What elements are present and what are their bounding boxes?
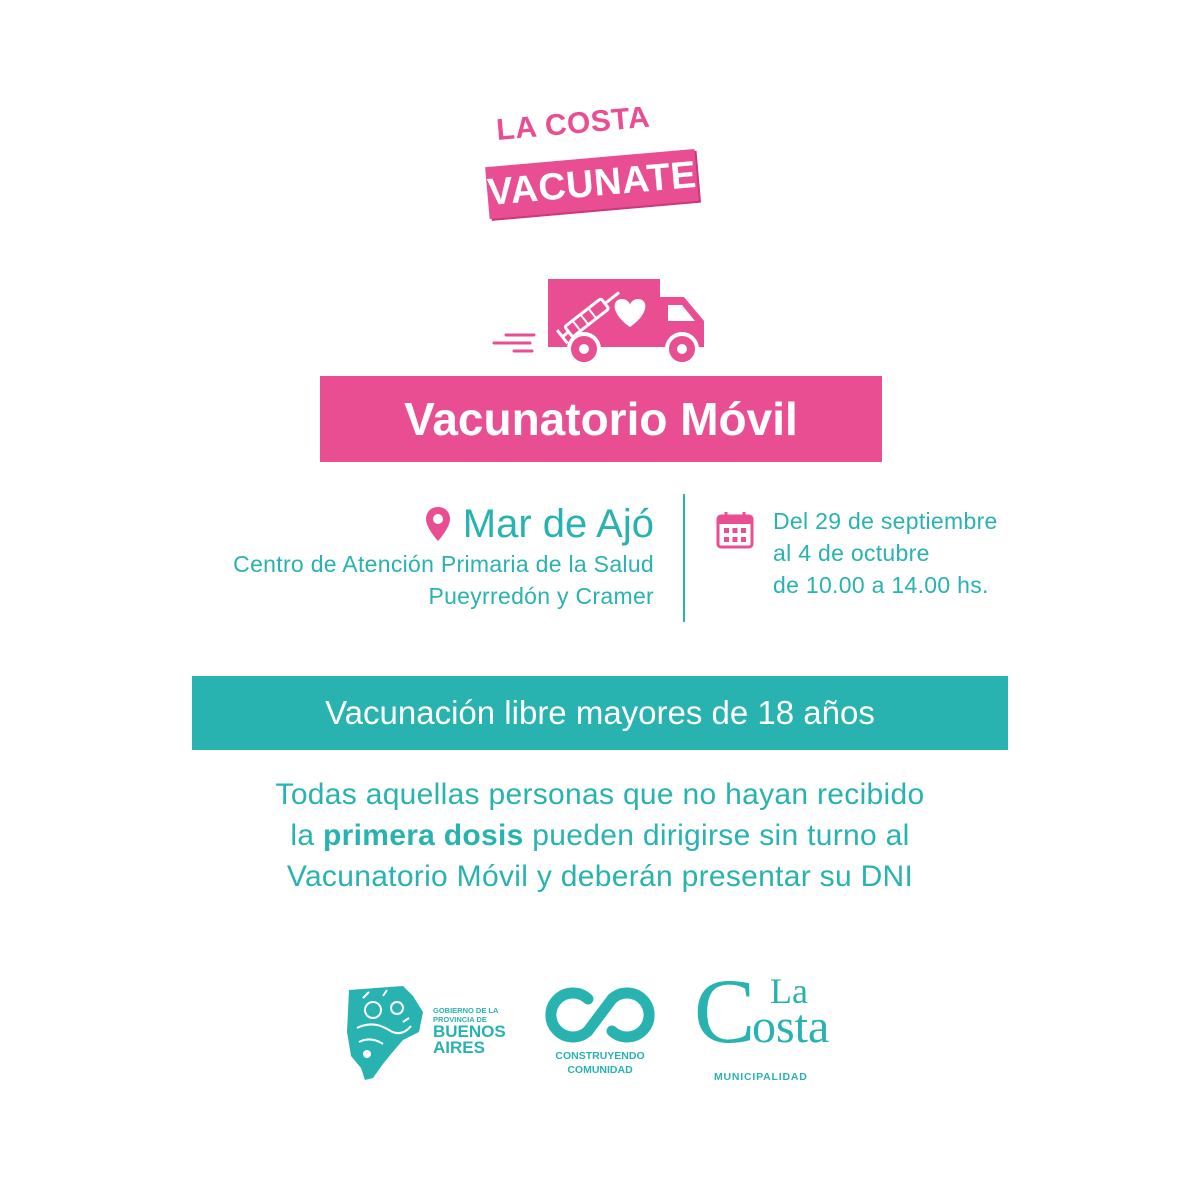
location-block (120, 500, 654, 612)
age-banner-text: Vacunación libre mayores de 18 años (325, 694, 875, 731)
body-line-2-post: pueden dirigirse sin turno al (523, 819, 910, 852)
date-line-3: de 10.00 a 14.00 hs. (773, 572, 989, 598)
location-city (120, 500, 654, 548)
date-line-1: Del 29 de septiembre (773, 508, 998, 534)
body-line-1: Todas aquellas personas que no hayan recibido (275, 778, 925, 811)
body-line-2 (150, 815, 1050, 856)
truck-icon (492, 275, 710, 367)
lc-letter-c: C (694, 960, 756, 1062)
cc-line-2: COMUNIDAD (567, 1064, 633, 1076)
la-costa-vacunate-logo (480, 100, 720, 215)
construyendo-comunidad-logo (530, 985, 670, 1080)
ba-small-1: GOBIERNO DE LA (433, 1006, 499, 1015)
logo-line-la-costa: LA COSTA (495, 100, 652, 148)
buenos-aires-logo (343, 982, 513, 1084)
location-line-2: Pueyrredón y Cramer (428, 583, 654, 609)
ba-text (433, 1006, 506, 1056)
ba-small-2: PROVINCIA DE (433, 1015, 487, 1024)
title-banner (320, 376, 882, 462)
date-lines (773, 505, 998, 601)
la-costa-municipalidad-logo (690, 960, 855, 1087)
ba-big-2: AIRES (433, 1038, 485, 1057)
calendar-icon (716, 511, 754, 549)
lc-osta: osta (752, 1000, 830, 1053)
lc-la: La (770, 971, 808, 1011)
logo-vacunate-box (485, 149, 699, 219)
cc-line-1: CONSTRUYENDO (555, 1050, 645, 1062)
date-line-2: al 4 de octubre (773, 540, 930, 566)
vertical-divider (683, 494, 685, 622)
province-map-icon (343, 982, 427, 1082)
lc-municipalidad: MUNICIPALIDAD (714, 1071, 808, 1083)
logo-line-vacunate: VACUNATE (485, 153, 699, 215)
ba-big-1: BUENOS (433, 1022, 506, 1041)
body-line-2-pre: la (290, 819, 324, 852)
city-name: Mar de Ajó (462, 502, 654, 546)
body-paragraph (150, 774, 1050, 897)
body-line-3: Vacunatorio Móvil y deberán presentar su DNI (286, 860, 914, 893)
body-line-2-bold: primera dosis (323, 819, 524, 852)
cc-text (530, 1049, 670, 1077)
infinity-loop-icon (530, 985, 670, 1045)
age-banner (192, 676, 1008, 750)
page-title: Vacunatorio Móvil (404, 393, 798, 445)
location-line-1: Centro de Atención Primaria de la Salud (233, 551, 654, 577)
map-pin-icon (425, 506, 451, 542)
